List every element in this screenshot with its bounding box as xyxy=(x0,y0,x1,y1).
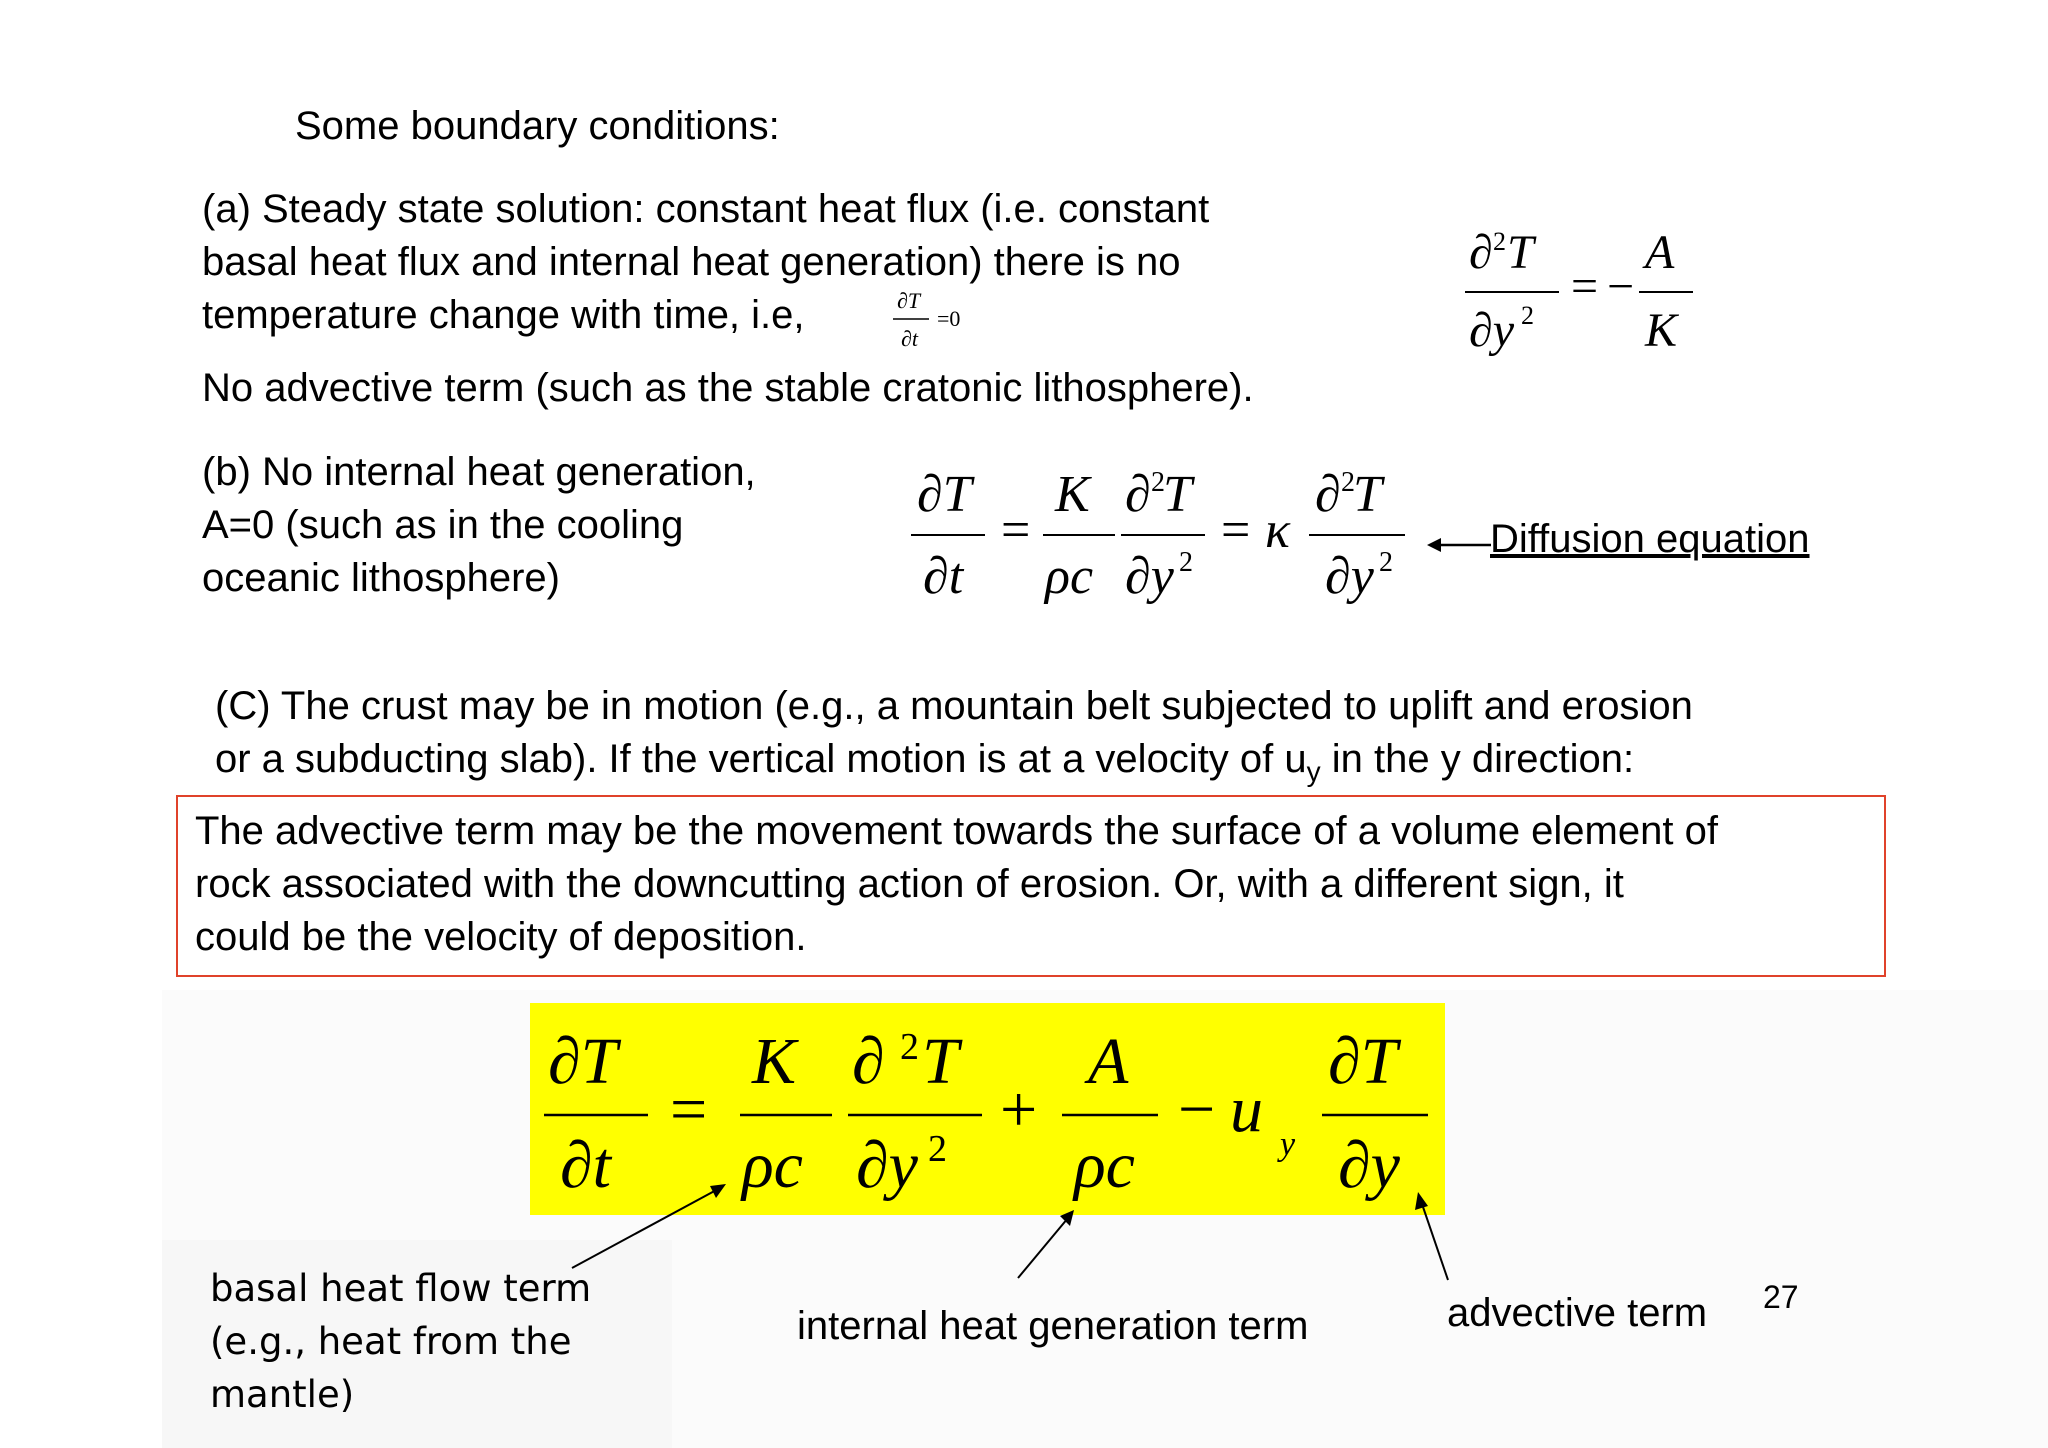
svg-text:∂t: ∂t xyxy=(901,326,918,351)
svg-text:T: T xyxy=(1353,466,1382,523)
svg-text:u: u xyxy=(1230,1073,1263,1146)
svg-text:∂t: ∂t xyxy=(560,1129,611,1202)
basal-annotation-line2: (e.g., heat from the xyxy=(210,1320,572,1363)
basal-annotation-line1: basal heat flow term xyxy=(210,1267,592,1310)
diffusion-equation xyxy=(905,455,1425,615)
svg-text:∂y: ∂y xyxy=(1325,548,1374,605)
svg-text:K: K xyxy=(1055,466,1090,523)
svg-text:=: = xyxy=(1001,502,1031,559)
svg-text:∂y: ∂y xyxy=(856,1129,918,1202)
boxed-note-line2: rock associated with the downcutting action of erosion. Or, with a different sign, it xyxy=(195,862,1624,906)
svg-text:+: + xyxy=(1000,1073,1038,1146)
svg-text:∂: ∂ xyxy=(1469,226,1493,279)
svg-text:2: 2 xyxy=(900,1026,919,1068)
svg-text:∂: ∂ xyxy=(1125,466,1151,523)
section-b-line3: oceanic lithosphere) xyxy=(202,556,560,600)
svg-text:T: T xyxy=(1507,226,1534,279)
svg-text:∂t: ∂t xyxy=(923,548,964,605)
diffusion-arrow xyxy=(1425,530,1495,560)
boxed-note-line1: The advective term may be the movement towards the surface of a volume element of xyxy=(195,809,1718,853)
svg-text:ρc: ρc xyxy=(1045,548,1094,605)
svg-text:2: 2 xyxy=(1379,547,1393,578)
svg-text:T: T xyxy=(1163,466,1192,523)
svg-text:A: A xyxy=(1088,1025,1129,1098)
svg-text:2: 2 xyxy=(1151,467,1165,498)
svg-text:2: 2 xyxy=(928,1128,947,1170)
svg-text:=: = xyxy=(1571,260,1599,313)
svg-text:∂y: ∂y xyxy=(1469,304,1515,357)
svg-text:∂: ∂ xyxy=(852,1025,885,1098)
svg-text:ρc: ρc xyxy=(742,1129,803,1202)
advective-annotation: advective term xyxy=(1447,1291,1708,1335)
section-a-line1: (a) Steady state solution: constant heat flux (i.e. constant xyxy=(202,187,1210,231)
diffusion-equation-label: Diffusion equation xyxy=(1490,517,1810,561)
svg-text:=0: =0 xyxy=(937,306,961,331)
svg-text:y: y xyxy=(1280,1126,1296,1163)
svg-text:T: T xyxy=(922,1025,959,1098)
svg-text:∂T: ∂T xyxy=(917,466,972,523)
boxed-note-line3: could be the velocity of deposition. xyxy=(195,915,807,959)
slide-heading: Some boundary conditions: xyxy=(295,104,780,148)
svg-text:=: = xyxy=(670,1073,708,1146)
svg-text:∂T: ∂T xyxy=(1328,1025,1398,1098)
section-a-line3: temperature change with time, i.e, xyxy=(202,293,805,337)
section-b-line1: (b) No internal heat generation, xyxy=(202,450,756,494)
steady-state-equation xyxy=(1455,220,1715,360)
dt-zero-equation xyxy=(885,286,985,356)
section-c-line2: or a subducting slab). If the vertical motion is at a velocity of $u_y$ in the y direction: xyxy=(215,737,1635,787)
svg-text:∂T: ∂T xyxy=(548,1025,618,1098)
svg-text:−: − xyxy=(1178,1073,1216,1146)
svg-text:∂T: ∂T xyxy=(897,288,921,313)
svg-text:K: K xyxy=(752,1025,797,1098)
svg-text:2: 2 xyxy=(1341,467,1355,498)
svg-text:2: 2 xyxy=(1493,227,1506,256)
annotation-arrows xyxy=(560,1170,1480,1290)
svg-text:K: K xyxy=(1645,304,1678,357)
svg-text:∂: ∂ xyxy=(1315,466,1341,523)
svg-text:κ: κ xyxy=(1265,502,1290,559)
svg-text:2: 2 xyxy=(1521,301,1534,330)
basal-annotation-line3: mantle) xyxy=(210,1373,355,1416)
svg-text:2: 2 xyxy=(1179,547,1193,578)
svg-text:ρc: ρc xyxy=(1074,1129,1135,1202)
section-a-line2: basal heat flux and internal heat generation) there is no xyxy=(202,240,1181,284)
page-number: 27 xyxy=(1763,1279,1799,1315)
section-b-line2: A=0 (such as in the cooling xyxy=(202,503,684,547)
internal-annotation: internal heat generation term xyxy=(797,1304,1309,1348)
svg-text:−: − xyxy=(1607,260,1635,313)
section-a-line4: No advective term (such as the stable cratonic lithosphere). xyxy=(202,366,1254,410)
svg-text:∂y: ∂y xyxy=(1338,1129,1400,1202)
section-c-line1: (C) The crust may be in motion (e.g., a mountain belt subjected to uplift and erosion xyxy=(215,684,1693,728)
svg-text:=: = xyxy=(1221,502,1251,559)
svg-text:A: A xyxy=(1645,226,1675,279)
svg-text:∂y: ∂y xyxy=(1125,548,1174,605)
